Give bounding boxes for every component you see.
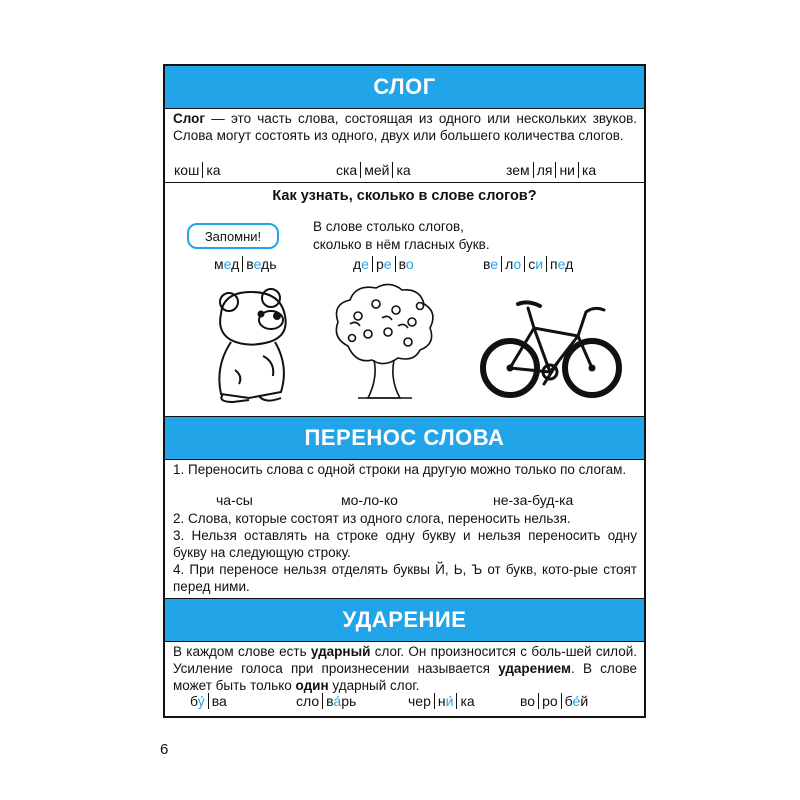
syllable: сло xyxy=(296,693,320,709)
syllable: зем xyxy=(506,162,530,178)
syllable: ве xyxy=(483,256,499,272)
stress-term: один xyxy=(295,678,329,693)
syllable: во xyxy=(520,693,536,709)
syllable: бу́ xyxy=(190,693,205,709)
syllable: ре xyxy=(372,256,395,272)
divider xyxy=(165,182,644,183)
stress-term: ударный xyxy=(310,644,371,659)
syllable: ло xyxy=(501,256,524,272)
section-title: ПЕРЕНОС СЛОВА xyxy=(304,425,505,450)
divider xyxy=(165,459,644,460)
syllable: ни xyxy=(555,162,578,178)
term: Слог xyxy=(173,111,206,126)
section-header-syllable xyxy=(165,66,644,108)
syllable: бе́й xyxy=(561,693,592,709)
syllable: де xyxy=(353,256,369,272)
reference-sheet xyxy=(163,64,646,718)
stress-example-2 xyxy=(293,693,359,709)
hyphenation-example-2: мо-ло-ко xyxy=(341,492,398,508)
syllable: ка xyxy=(202,162,223,178)
hyphenation-rule-3: 3. Нельзя оставлять на строке одну букву и нельзя переносить одну букву на следующую строку. xyxy=(173,528,637,560)
page-number: 6 xyxy=(160,741,169,758)
stress-example-4 xyxy=(517,693,591,709)
syllable: ка xyxy=(456,693,477,709)
hyphenation-rule-1: 1. Переносить слова с одной строки на другую можно только по слогам. xyxy=(173,462,627,477)
definition-text: — это часть слова, состоящая из одного или нескольких звуков. Слова могут состоять из одного, двух или большего количества слогов. xyxy=(173,111,637,143)
syllable: мед xyxy=(214,256,240,272)
rule-line: сколько в нём гласных букв. xyxy=(313,237,490,252)
syllable-definition xyxy=(173,110,637,144)
syllable: пед xyxy=(546,256,576,272)
syllable-question: Как узнать, сколько в слове слогов? xyxy=(272,188,537,204)
stressed-vowel: и́ xyxy=(445,693,454,709)
stressed-vowel: у́ xyxy=(197,693,205,709)
stress-text: ударный слог. xyxy=(328,678,420,693)
section-header-hyphenation xyxy=(165,417,644,459)
vowel-example-3 xyxy=(480,256,576,272)
syllable-example-2 xyxy=(333,162,414,178)
syllable-example-1 xyxy=(171,162,224,178)
syllable: ро xyxy=(538,693,561,709)
hyphenation-example-1: ча-сы xyxy=(216,492,253,508)
remember-badge: Запомни! xyxy=(187,223,279,249)
syllable: ведь xyxy=(242,256,279,272)
stress-text: слог. Он произносится с боль-шей силой. Усиление голоса при произнесении называется xyxy=(173,644,637,676)
section-header-stress xyxy=(165,599,644,641)
stress-text: В каждом слове есть xyxy=(173,644,311,659)
tree-icon xyxy=(328,282,440,402)
section-title: СЛОГ xyxy=(373,74,436,99)
stressed-vowel: е́ xyxy=(572,693,581,709)
syllable: чер xyxy=(408,693,431,709)
rule-line: В слове столько слогов, xyxy=(313,219,464,234)
syllable: ка xyxy=(578,162,599,178)
syllable-example-3 xyxy=(503,162,599,178)
syllable: мей xyxy=(360,162,392,178)
vowel-example-2 xyxy=(350,256,417,272)
stressed-vowel: а́ xyxy=(333,693,342,709)
stress-example-1 xyxy=(187,693,230,709)
syllable: ска xyxy=(336,162,358,178)
syllable: ва xyxy=(208,693,230,709)
syllable: си xyxy=(524,256,546,272)
remember-rule xyxy=(313,218,490,254)
bear-icon xyxy=(203,286,303,406)
hyphenation-example-3: не-за-буд-ка xyxy=(493,492,574,508)
syllable: ни́ xyxy=(434,693,457,709)
divider xyxy=(165,108,644,109)
stress-term: ударением xyxy=(498,661,571,676)
syllable: во xyxy=(395,256,417,272)
stress-definition xyxy=(173,636,637,694)
syllable: ля xyxy=(533,162,556,178)
stress-text: . В слове может быть только xyxy=(173,661,637,693)
bicycle-icon xyxy=(478,292,624,404)
syllable: ка xyxy=(392,162,413,178)
vowel-example-1 xyxy=(211,256,280,272)
syllable: кош xyxy=(174,162,200,178)
syllable: ва́рь xyxy=(322,693,359,709)
section-title: УДАРЕНИЕ xyxy=(342,607,467,632)
stress-example-3 xyxy=(405,693,478,709)
hyphenation-rule-4: 4. При переносе нельзя отделять буквы Й, Ь, Ъ от букв, кото-рые стоят перед ними. xyxy=(173,562,637,594)
hyphenation-rule-2: 2. Слова, которые состоят из одного слога, переносить нельзя. xyxy=(173,511,571,526)
